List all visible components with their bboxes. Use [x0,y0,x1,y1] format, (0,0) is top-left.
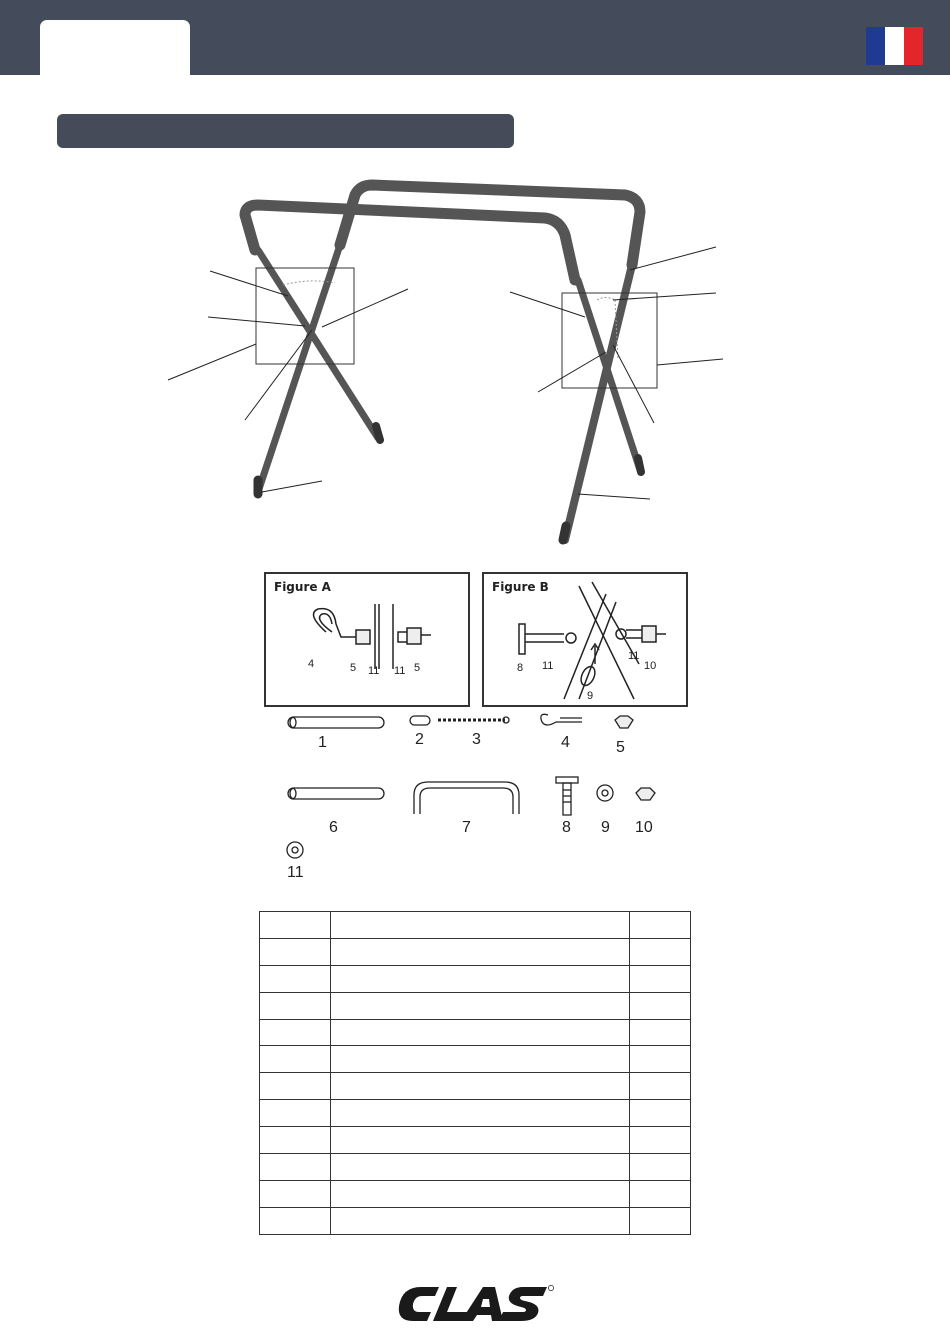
part-number: 8 [562,819,571,836]
figure-a [264,572,470,707]
table-cell [630,1073,691,1100]
table-cell [630,912,691,939]
table-cell [331,1154,630,1181]
table-cell [331,992,630,1019]
part-number: 1 [318,734,327,751]
table-row [260,992,691,1019]
table-cell [260,965,331,992]
table-cell [331,1100,630,1127]
table-cell [630,1154,691,1181]
header-tab [40,20,190,76]
table-cell [630,992,691,1019]
table-cell [260,1073,331,1100]
bolt-assembly-drawing [484,574,686,705]
table-cell [331,938,630,965]
table-cell [331,1046,630,1073]
table-cell [630,938,691,965]
figure-b-label: 11 [628,650,640,662]
table-row [260,1180,691,1207]
part-number: 4 [561,734,570,751]
table-cell [331,912,630,939]
figure-b-label: 10 [644,660,657,672]
table-cell [630,1207,691,1234]
table-cell [630,965,691,992]
table-cell [260,1127,331,1154]
table-row [260,938,691,965]
table-row [260,1019,691,1046]
table-row [260,1073,691,1100]
figure-a-label: 5 [414,662,421,674]
table-row [260,912,691,939]
part-number: 10 [635,819,653,836]
part-number: 5 [616,739,625,756]
figure-b-label: 8 [517,662,524,674]
table-row [260,965,691,992]
table-cell [331,1073,630,1100]
table-cell [630,1100,691,1127]
table-cell [630,1127,691,1154]
figure-a-label: 11 [394,665,406,677]
french-flag-icon [866,27,923,65]
part-number: 9 [601,819,610,836]
figure-a-label: 11 [368,665,380,677]
table-row [260,1046,691,1073]
figure-a-label: 4 [308,658,315,670]
table-cell [331,1180,630,1207]
section-title-bar [57,114,514,148]
table-row [260,1100,691,1127]
figure-b-title: Figure B [492,580,549,594]
table-cell [260,1154,331,1181]
part-number: 2 [415,731,424,748]
part-number: 7 [462,819,471,836]
figure-a-title: Figure A [274,580,331,594]
part-number: 3 [472,731,481,748]
table-cell [260,992,331,1019]
table-cell [260,1180,331,1207]
figure-a-label: 5 [350,662,357,674]
table-cell [630,1046,691,1073]
table-cell [260,938,331,965]
table-cell [630,1180,691,1207]
table-cell [260,1019,331,1046]
part-number: 6 [329,819,338,836]
table-cell [331,1207,630,1234]
figure-b [482,572,688,707]
table-cell [331,965,630,992]
table-cell [260,1100,331,1127]
table-row [260,1154,691,1181]
header-bar [0,0,950,75]
clas-logo [395,1284,555,1324]
table-cell [331,1019,630,1046]
table-cell [630,1019,691,1046]
figure-b-label: 9 [587,690,594,702]
table-cell [260,1046,331,1073]
stand-illustration [0,150,950,560]
table-cell [331,1127,630,1154]
table-row [260,1207,691,1234]
table-cell [260,912,331,939]
figure-b-label: 11 [542,660,554,672]
table-cell [260,1207,331,1234]
table-row [260,1127,691,1154]
part-number: 11 [287,864,304,881]
parts-table [259,911,691,1235]
hook-assembly-drawing [266,574,468,705]
